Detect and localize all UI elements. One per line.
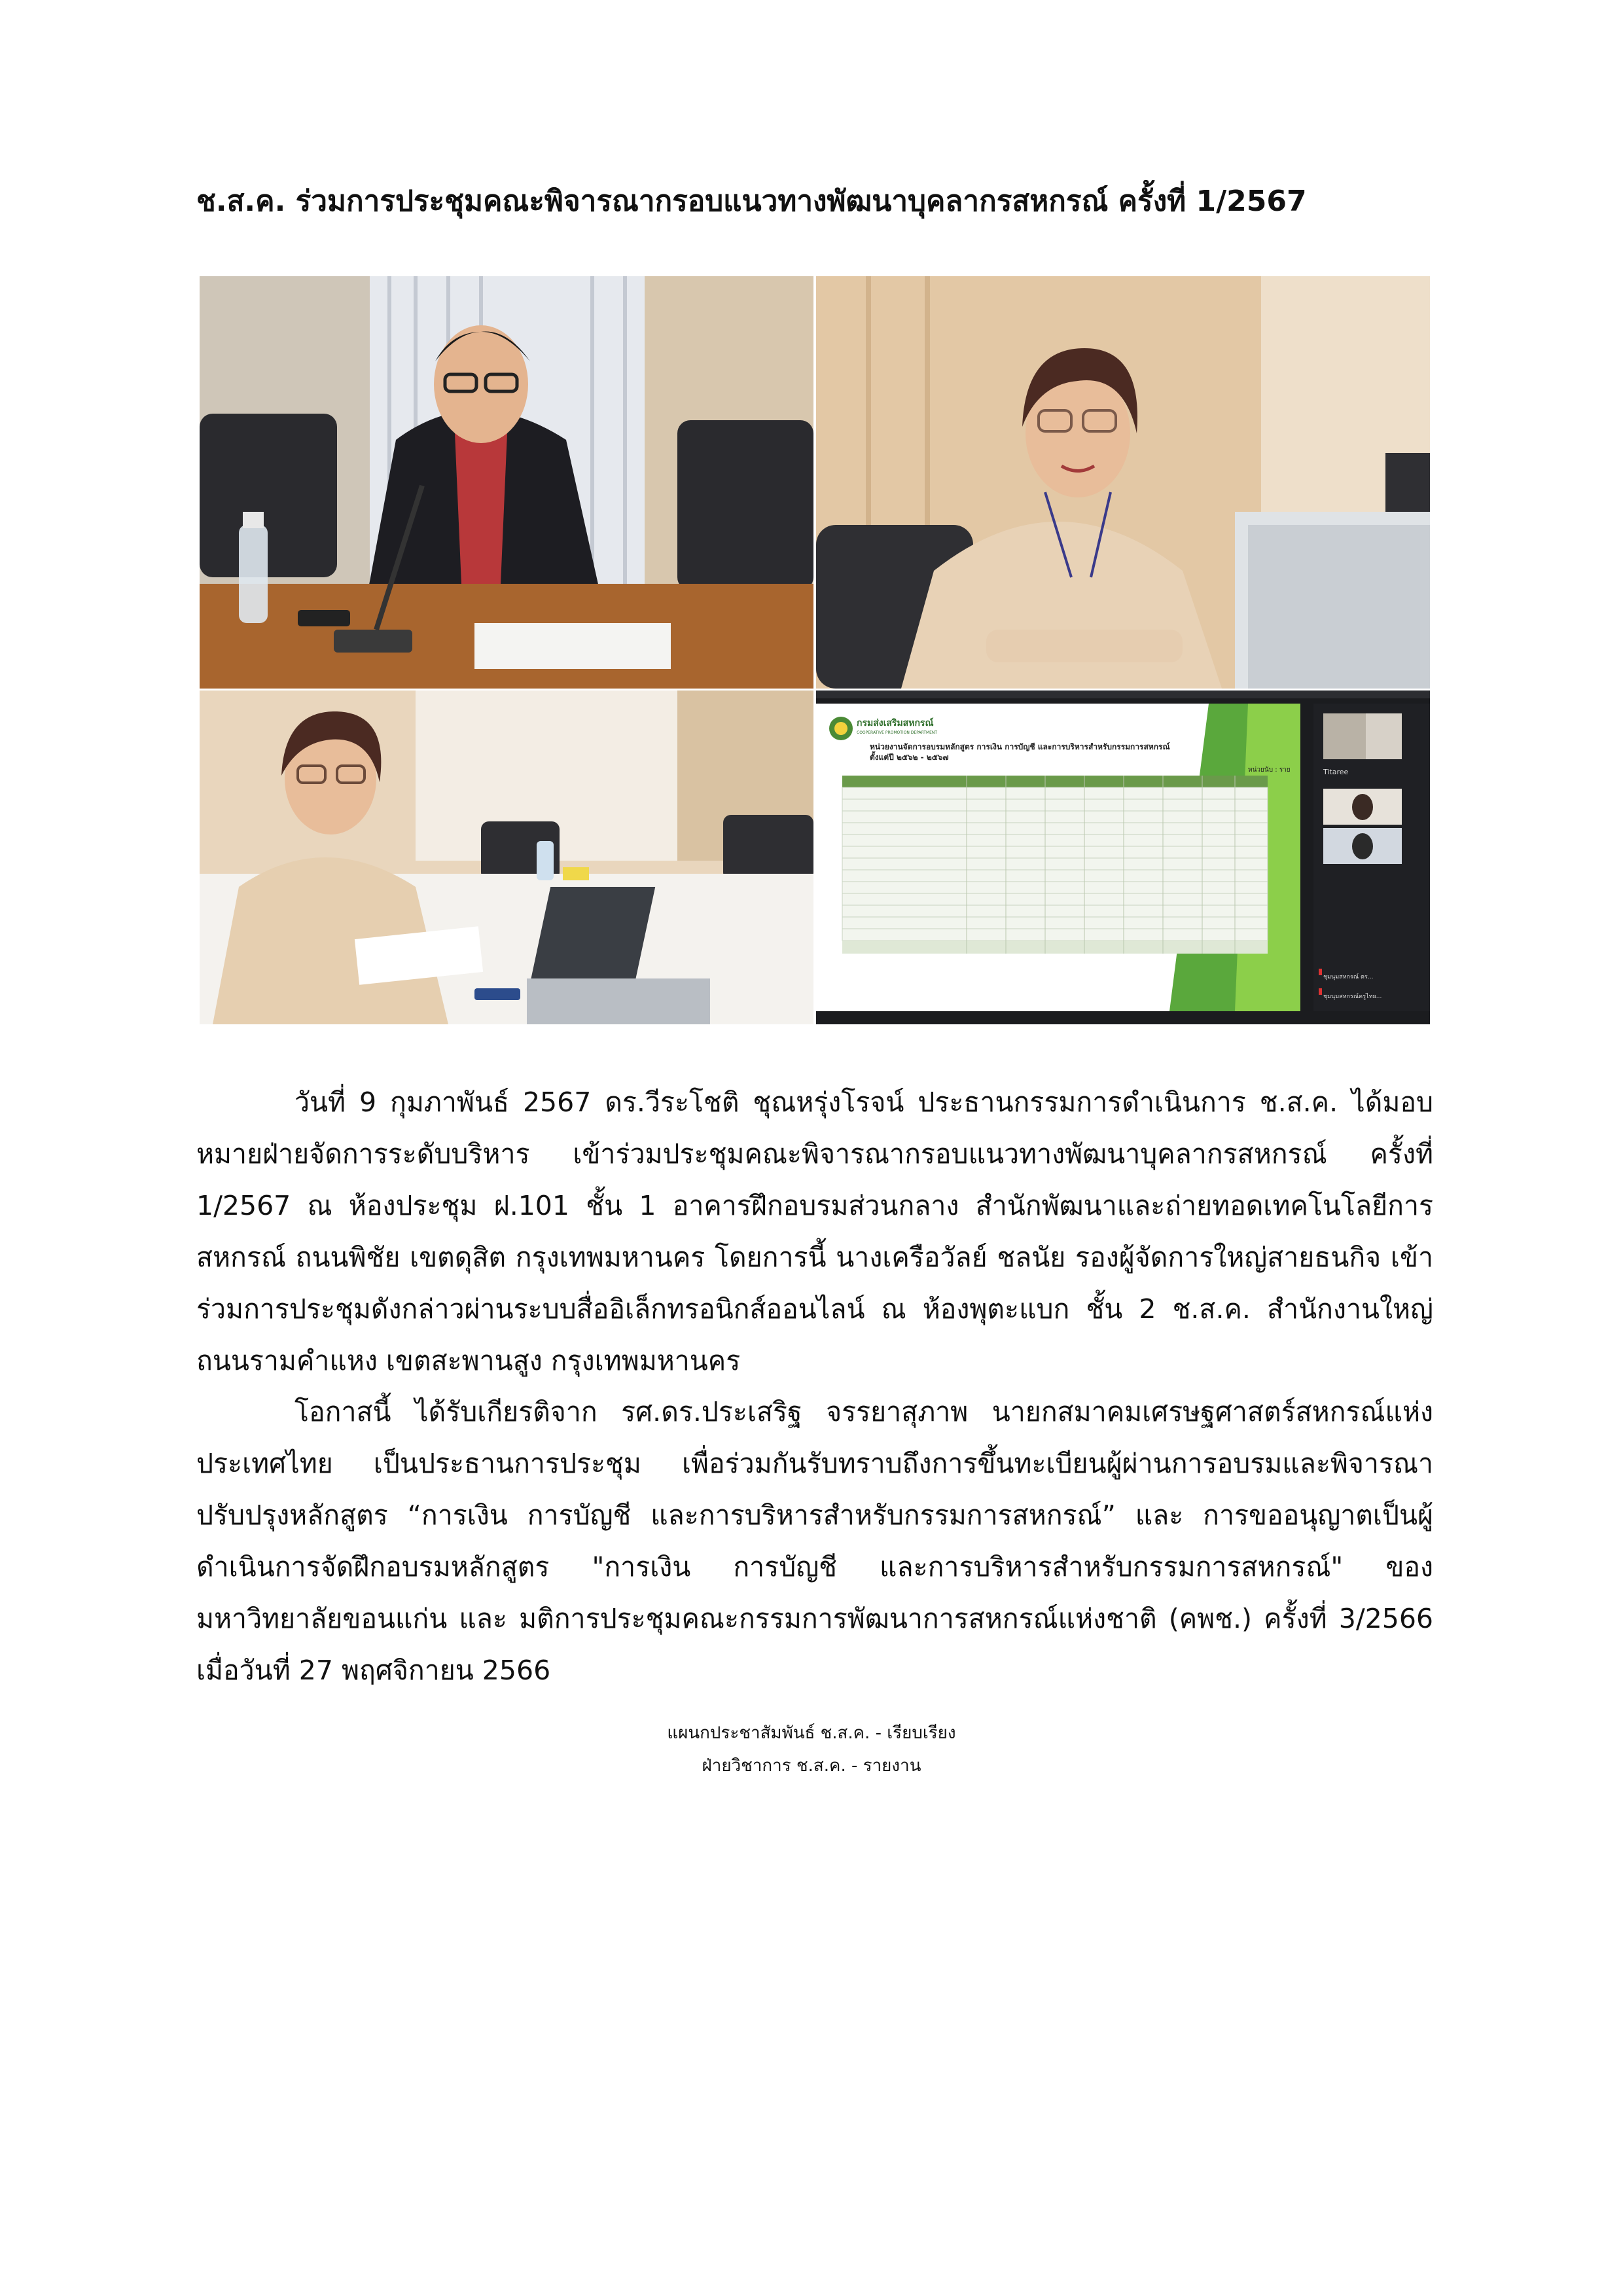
- slide-org-name: กรมส่งเสริมสหกรณ์: [857, 718, 934, 728]
- participants-header: Titaree: [1323, 768, 1349, 776]
- credit-reported-by: ฝ่ายวิชาการ ช.ส.ค. - รายงาน: [702, 1756, 921, 1776]
- photo-deputy-manager: [816, 276, 1430, 689]
- photo-online-meeting-screen: [816, 691, 1430, 1024]
- slide-subheading: ตั้งแต่ปี ๒๕๖๒ - ๒๕๖๗: [870, 753, 949, 762]
- paragraph-text: โอกาสนี้ ได้รับเกียรติจาก รศ.ดร.ประเสริฐ จรรยาสุภาพ นายกสมาคมเศรษฐศาสตร์สหกรณ์แห่งประเทศไทย เป็นประธานการประชุม เพื่อร่วมกันรับทราบถึงการขึ้นทะเบียนผู้ผ่านการอบรมและพิจารณาปรับปรุงหลักสูตร “การเงิน การบัญชี และการบริหารสำหรับกรรมการสหกรณ์” และ การขออนุญาตเป็นผู้ดำเนินการจัดฝึกอบรมหลักสูตร "การเงิน การบัญชี และการบริหารสำหรับกรรมการสหกรณ์" ของมหาวิทยาลัยขอนแก่น และ มติการประชุมคณะกรรมการพัฒนาการสหกรณ์แห่งชาติ (คพช.) ครั้งที่ 3/2566 เมื่อวันที่ 27 พฤศจิกายน 2566: [196, 1396, 1433, 1686]
- body-paragraph-1: [196, 1077, 1433, 1387]
- slide-unit: หน่วยนับ : ราย: [1248, 766, 1291, 774]
- participant-label-2: ชุมนุมสหกรณ์ครูไทย...: [1323, 994, 1382, 1000]
- photo-chairman-speaking: [200, 276, 813, 689]
- credit-compiled-by: แผนกประชาสัมพันธ์ ช.ส.ค. - เรียบเรียง: [667, 1723, 956, 1743]
- photo-meeting-notes: [200, 691, 813, 1024]
- page-title: ช.ส.ค. ร่วมการประชุมคณะพิจารณากรอบแนวทางพัฒนาบุคลากรสหกรณ์ ครั้งที่ 1/2567: [196, 185, 1307, 218]
- participant-label-1: ชุมนุมสหกรณ์ ตร...: [1323, 974, 1374, 980]
- slide-org-english: COOPERATIVE PROMOTION DEPARTMENT: [857, 730, 938, 735]
- paragraph-text: วันที่ 9 กุมภาพันธ์ 2567 ดร.วีระโชติ ชุณหรุ่งโรจน์ ประธานกรรมการดำเนินการ ช.ส.ค. ได้มอบหมายฝ่ายจัดการระดับบริหาร เข้าร่วมประชุมคณะพิจารณากรอบแนวทางพัฒนาบุคลากรสหกรณ์ ครั้งที่ 1/2567 ณ ห้องประชุม ฝ.101 ชั้น 1 อาคารฝึกอบรมส่วนกลาง สำนักพัฒนาและถ่ายทอดเทคโนโลยีการสหกรณ์ ถนนพิชัย เขตดุสิต กรุงเทพมหานคร โดยการนี้ นางเครือวัลย์ ชลนัย รองผู้จัดการใหญ่สายธนกิจ เข้าร่วมการประชุมดังกล่าวผ่านระบบสื่ออิเล็กทรอนิกส์ออนไลน์ ณ ห้องพุตะแบก ชั้น 2 ช.ส.ค. สำนักงานใหญ่ ถนนรามคำแหง เขตสะพานสูง กรุงเทพมหานคร: [196, 1086, 1433, 1376]
- slide-heading: หน่วยงานจัดการอบรมหลักสูตร การเงิน การบัญชี และการบริหารสำหรับกรรมการสหกรณ์: [870, 742, 1170, 751]
- body-paragraph-2: [196, 1386, 1433, 1696]
